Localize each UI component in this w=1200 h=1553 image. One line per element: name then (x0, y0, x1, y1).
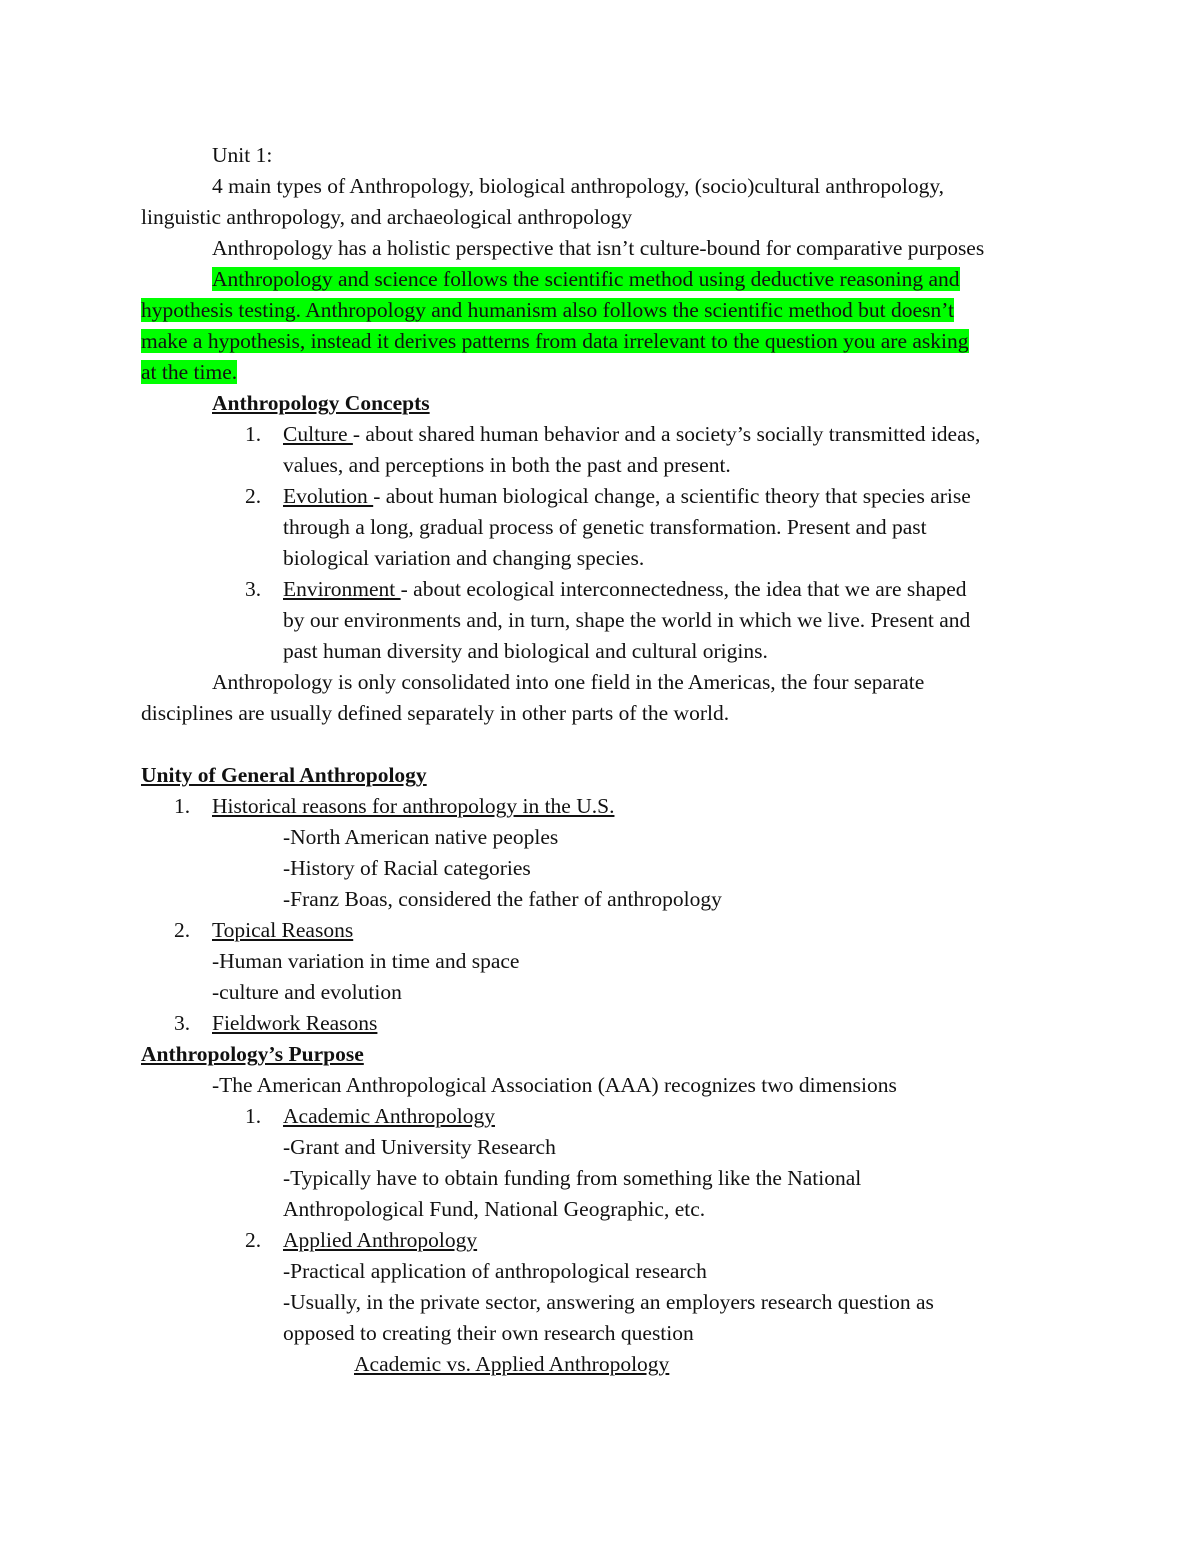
purpose-academic-sub: -Typically have to obtain funding from something like the National (283, 1166, 862, 1190)
purpose-applied-sub: -Usually, in the private sector, answering an employers research question as (283, 1290, 934, 1314)
unity-item-historical: 1. Historical reasons for anthropology in the U.S. (174, 794, 615, 818)
concept-culture-line-2: values, and perceptions in both the past and present. (283, 453, 731, 477)
concept-item-culture: 1. Culture - about shared human behavior and a society’s socially transmitted ideas, (245, 422, 981, 446)
purpose-item-applied: 2. Applied Anthropology (245, 1228, 478, 1252)
concept-evolution-line-3: biological variation and changing species. (283, 546, 645, 570)
purpose-academic-sub: -Grant and University Research (283, 1135, 556, 1159)
document-body (141, 140, 1061, 1380)
unity-topical-sub: -culture and evolution (212, 980, 402, 1004)
unity-heading: Unity of General Anthropology (141, 763, 427, 787)
purpose-item-academic: 1. Academic Anthropology (245, 1104, 495, 1128)
purpose-applied-sub: opposed to creating their own research question (283, 1321, 694, 1345)
blank-line (141, 729, 1061, 760)
unity-historical-sub: -North American native peoples (283, 825, 559, 849)
purpose-applied-sub: -Practical application of anthropological research (283, 1259, 707, 1283)
purpose-academic-sub: Anthropological Fund, National Geographic, etc. (283, 1197, 706, 1221)
unity-item-topical: 2. Topical Reasons (174, 918, 354, 942)
types-line-2: linguistic anthropology, and archaeological anthropology (141, 205, 633, 229)
highlighted-line-1: Anthropology and science follows the scientific method using deductive reasoning and (212, 267, 960, 291)
unity-item-fieldwork: 3. Fieldwork Reasons (174, 1011, 378, 1035)
types-line-1: 4 main types of Anthropology, biological anthropology, (socio)cultural anthropology, (212, 174, 945, 198)
concept-environment-line-3: past human diversity and biological and cultural origins. (283, 639, 768, 663)
concept-environment-line-2: by our environments and, in turn, shape the world in which we live. Present and (283, 608, 971, 632)
unity-historical-sub: -History of Racial categories (283, 856, 531, 880)
unity-topical-sub: -Human variation in time and space (212, 949, 520, 973)
concepts-closing-line-1: Anthropology is only consolidated into one field in the Americas, the four separate (212, 670, 925, 694)
unity-historical-sub: -Franz Boas, considered the father of anthropology (283, 887, 722, 911)
comparison-heading: Academic vs. Applied Anthropology (354, 1352, 670, 1376)
highlighted-line-3: make a hypothesis, instead it derives patterns from data irrelevant to the question you are asking (141, 329, 969, 353)
highlighted-line-4: at the time. (141, 360, 238, 384)
concept-item-environment: 3. Environment - about ecological interconnectedness, the idea that we are shaped (245, 577, 967, 601)
concepts-closing-line-2: disciplines are usually defined separately in other parts of the world. (141, 701, 730, 725)
highlighted-line-2: hypothesis testing. Anthropology and humanism also follows the scientific method but doesn’t (141, 298, 954, 322)
holistic-line: Anthropology has a holistic perspective that isn’t culture-bound for comparative purposes (212, 236, 985, 260)
concept-item-evolution: 2. Evolution - about human biological change, a scientific theory that species arise (245, 484, 971, 508)
unit-title: Unit 1: (212, 143, 273, 167)
concept-evolution-line-2: through a long, gradual process of genetic transformation. Present and past (283, 515, 927, 539)
purpose-intro: -The American Anthropological Association (AAA) recognizes two dimensions (212, 1073, 897, 1097)
purpose-heading: Anthropology’s Purpose (141, 1042, 364, 1066)
concepts-heading: Anthropology Concepts (212, 391, 430, 415)
